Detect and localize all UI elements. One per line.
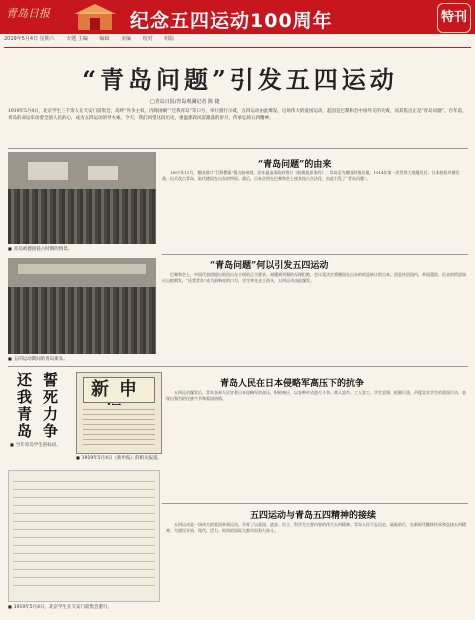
photo2-caption: ■ 五四运动期间的青岛街头。 (8, 356, 156, 362)
historical-photo-2 (8, 258, 156, 354)
byline: □青岛日报/青岛观澜记者 陈 捷 (150, 99, 220, 105)
historical-photo-1 (8, 152, 156, 244)
newspaper-logo: 青岛日报 (6, 7, 50, 20)
editor-label: 编辑 (99, 36, 110, 42)
check-label: 组版 (164, 36, 175, 42)
main-headline: “青岛问题”引发五四运动 (82, 65, 398, 94)
section2-text (162, 272, 467, 364)
section3-title: 青岛人民在日本侵略军高压下的抗争 (220, 379, 365, 389)
calligraphy-col1: 誓死力争 (41, 372, 59, 440)
special-tag: 特刊 (437, 3, 471, 33)
newspaper-clipping (76, 372, 162, 454)
calligraphy-caption: ■ 当年青岛学生的标语。 (10, 442, 68, 448)
proof-label: 校对 (142, 36, 153, 42)
clipping-caption: ■ 1919年5月4日《新申报》的相关报道。 (76, 455, 226, 461)
masthead-banner (0, 0, 475, 34)
section4-paragraph: 五四运动是一场伟大的爱国革命运动，孕育了以爱国、进步、民主、科学为主要内容的伟大五四精神。青岛人民不忘历史，砥砺前行，在新时代继续传承和弘扬五四精神，为建设开放、现代、活力、时尚的国际大都市而努力奋斗。 (166, 522, 466, 534)
section1-title: “青岛问题”的由来 (258, 160, 332, 170)
designer-label: 美编 (121, 36, 132, 42)
clipping-masthead: 新申 (83, 377, 155, 403)
issue-date: 2019年5月4日 星期六 (4, 36, 55, 42)
special-issue-title: 纪念五四运动100周年 (130, 10, 333, 32)
page-meta (4, 35, 474, 47)
section-divider (8, 148, 468, 149)
section4-text (166, 522, 468, 614)
section3-text (166, 390, 468, 500)
section2-paragraph: 巴黎和会上，中国代表团提出收回山东主权的正当要求，却遭到列强的无理拒绝，会议竟决定将德国在山东的权益转让给日本。消息传回国内，举国震惊，民众的愤怒如火山般喷发，“还我青岛”成为最响亮的口号，学生率先走上街头，五四运动由此爆发。 (162, 272, 466, 284)
gate-illustration-icon (70, 2, 120, 32)
section-divider (162, 503, 468, 504)
intro-paragraph: 1919年5月4日，北京学生三千余人在天安门前集会，高呼“外争主权，内除国贼”“还我青岛”等口号，举行游行示威，五四运动由此爆发。这场伟大的爱国运动，起因是巴黎和会中国外交的失败，而其焦点正是“青岛问题”。百年前，青岛的命运牵动着全国人民的心，成为五四运动的导火索。今天，我们回望这段历史，重温那段风雷激荡的岁月，传承弘扬五四精神。 (8, 109, 467, 121)
photo1-caption: ■ 青岛被德国侵占时期的情景。 (8, 246, 156, 252)
section3-paragraph: 五四运动爆发后，青岛各界人民冒着日本侵略军的高压，积极响应，以各种形式进行斗争。商人罢市、工人罢工、学生罢课，抵制日货，声援北京学生的爱国行动，表现出强烈的民族气节和爱国热情。 (166, 390, 466, 402)
section-divider (162, 254, 468, 255)
section1-paragraph: 1897年11月，德国借口“巨野教案”强占胶州湾，次年逼迫清政府签订《胶澳租界条约》，青岛沦为德国的殖民地。1914年第一次世界大战爆发后，日本趁机对德宣战，出兵攻占青岛，取代德国在山东的特权。战后，日本企图在巴黎和会上使其侵占合法化，由此引发了“青岛问题”。 (162, 170, 460, 182)
calligraphy-col2: 还我青岛 (15, 372, 33, 440)
header-divider (4, 47, 471, 48)
section2-title: “青岛问题”何以引发五四运动 (210, 261, 329, 271)
petition-letter-image (8, 470, 160, 602)
edition-label: 专题 主编 (66, 36, 88, 42)
letter-caption: ■ 1919年5月4日，北京学生在天安门前集会游行。 (8, 604, 166, 610)
section4-title: 五四运动与青岛五四精神的接续 (250, 511, 377, 521)
section-divider (8, 366, 468, 367)
section1-text (162, 170, 467, 250)
